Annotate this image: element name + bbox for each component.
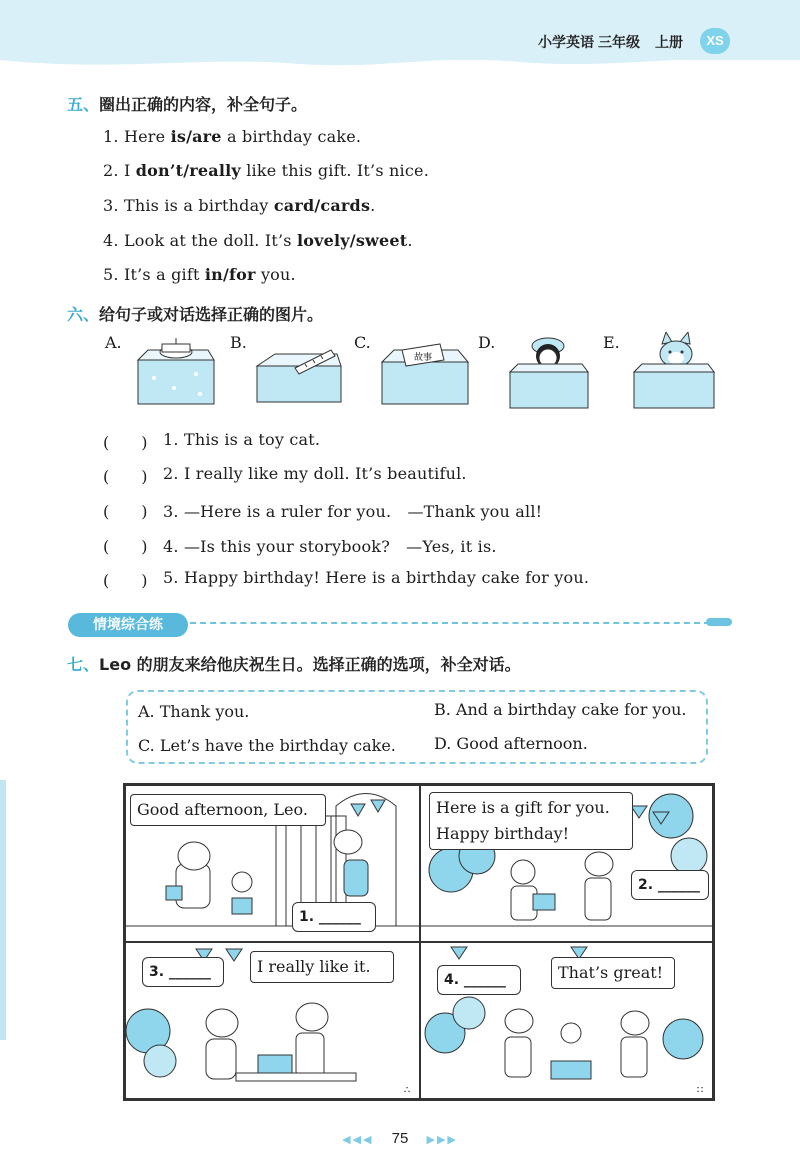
p1-speech-bubble: Good afternoon, Leo. — [130, 794, 326, 826]
s6-item-3-bracket[interactable]: ( ) — [103, 502, 148, 521]
s5-item-1 — [103, 127, 361, 146]
section6-number: 六、 — [67, 305, 100, 324]
header-grade: 三年级 — [598, 34, 640, 50]
s6-item-5-bracket[interactable]: ( ) — [103, 571, 148, 590]
s5-item-2-post: like this gift. It’s nice. — [240, 161, 429, 180]
s5-item-4 — [103, 231, 413, 250]
box-cake-image[interactable] — [134, 338, 218, 408]
s5-item-2 — [103, 161, 429, 180]
s5-item-3-post: . — [370, 196, 376, 215]
tag-line-end — [706, 618, 732, 626]
p4-answer-blank[interactable]: 4. ______ — [437, 965, 521, 995]
s5-item-4-pre: 4. Look at the doll. It’s — [103, 231, 297, 250]
s5-item-5 — [103, 265, 296, 284]
s5-item-1-choice[interactable]: is/are — [170, 127, 222, 146]
section7-number: 七、 — [67, 655, 100, 674]
p2-speech-bubble — [429, 792, 633, 850]
s5-item-3 — [103, 196, 375, 215]
choice-c: C. Let’s have the birthday cake. — [138, 736, 396, 755]
section5-number: 五、 — [67, 95, 100, 114]
p3-speech-bubble: I really like it. — [250, 951, 394, 983]
comic-panel-3 — [125, 942, 420, 1099]
p4-speech-bubble: That’s great! — [551, 957, 675, 989]
choices-box — [126, 690, 708, 764]
comic-panel-2 — [420, 785, 713, 942]
section5-text: 圈出正确的内容，补全句子。 — [99, 95, 308, 114]
s6-item-4-text: 4. —Is this your storybook? —Yes, it is. — [163, 537, 497, 556]
p2-answer-blank[interactable]: 2. ______ — [631, 870, 709, 900]
s5-item-5-pre: 5. It’s a gift — [103, 265, 205, 284]
option-d-label: D. — [478, 333, 496, 352]
option-e-label: E. — [603, 333, 620, 352]
s6-item-1-text: 1. This is a toy cat. — [163, 430, 321, 449]
comic-panel-4 — [420, 942, 713, 1099]
s6-item-3-text: 3. —Here is a ruler for you. —Thank you all! — [163, 502, 543, 521]
choice-d: D. Good afternoon. — [434, 734, 588, 753]
s5-item-2-pre: 2. I — [103, 161, 136, 180]
s6-item-1-bracket[interactable]: ( ) — [103, 433, 148, 452]
option-a-label: A. — [105, 333, 122, 352]
s5-item-3-choice[interactable]: card/cards — [273, 196, 371, 215]
box-storybook-image[interactable] — [380, 340, 470, 406]
footer-left-arrows: ◀◀◀ — [342, 1134, 374, 1146]
p2-bubble-line-1: Here is a gift for you. — [436, 798, 610, 817]
s5-item-1-post: a birthday cake. — [221, 127, 362, 146]
header-subject: 小学英语 — [538, 34, 594, 50]
s6-item-5-text: 5. Happy birthday! Here is a birthday cake for you. — [163, 568, 590, 587]
box-doll-image[interactable] — [508, 332, 590, 410]
storybook-label: 故事 — [414, 353, 433, 363]
section7-title — [67, 652, 521, 675]
footer-right-arrows: ▶▶▶ — [426, 1134, 458, 1146]
p1-answer-blank[interactable]: 1. ______ — [292, 902, 376, 932]
section6-title — [67, 302, 323, 325]
option-b-label: B. — [230, 333, 247, 352]
s6-item-2-text: 2. I really like my doll. It’s beautiful. — [163, 464, 467, 483]
tag-dashed-line — [190, 622, 710, 624]
section5-title — [67, 92, 307, 115]
s6-item-2-bracket[interactable]: ( ) — [103, 467, 148, 486]
page-header — [0, 0, 800, 62]
box-cat-image[interactable] — [632, 332, 716, 410]
svg-text:∴: ∴ — [404, 1085, 411, 1096]
page-footer — [0, 1130, 800, 1147]
choice-a: A. Thank you. — [138, 702, 250, 721]
section-tag: 情境综合练 — [68, 613, 188, 637]
header-volume: 上册 — [655, 34, 683, 50]
s6-item-4-bracket[interactable]: ( ) — [103, 537, 148, 556]
s5-item-5-post: you. — [255, 265, 296, 284]
comic-strip — [123, 783, 715, 1101]
s5-item-2-choice[interactable]: don’t/really — [135, 161, 241, 180]
p2-bubble-line-2: Happy birthday! — [436, 824, 570, 843]
page-number: 75 — [391, 1130, 409, 1147]
section7-text: Leo 的朋友来给他庆祝生日。选择正确的选项，补全对话。 — [99, 655, 521, 674]
section6-text: 给句子或对话选择正确的图片。 — [99, 305, 324, 324]
s5-item-4-choice[interactable]: lovely/sweet — [296, 231, 408, 250]
s5-item-5-choice[interactable]: in/for — [204, 265, 256, 284]
left-margin-bar — [0, 780, 6, 1040]
p3-answer-blank[interactable]: 3. ______ — [142, 957, 224, 987]
s5-item-1-pre: 1. Here — [103, 127, 171, 146]
svg-text:∷: ∷ — [697, 1085, 704, 1096]
s5-item-4-post: . — [407, 231, 413, 250]
option-c-label: C. — [354, 333, 371, 352]
header-badge: XS — [700, 28, 730, 54]
comic-panel-1 — [125, 785, 420, 942]
box-ruler-image[interactable] — [255, 348, 343, 404]
s5-item-3-pre: 3. This is a birthday — [103, 196, 274, 215]
choice-b: B. And a birthday cake for you. — [434, 700, 687, 719]
